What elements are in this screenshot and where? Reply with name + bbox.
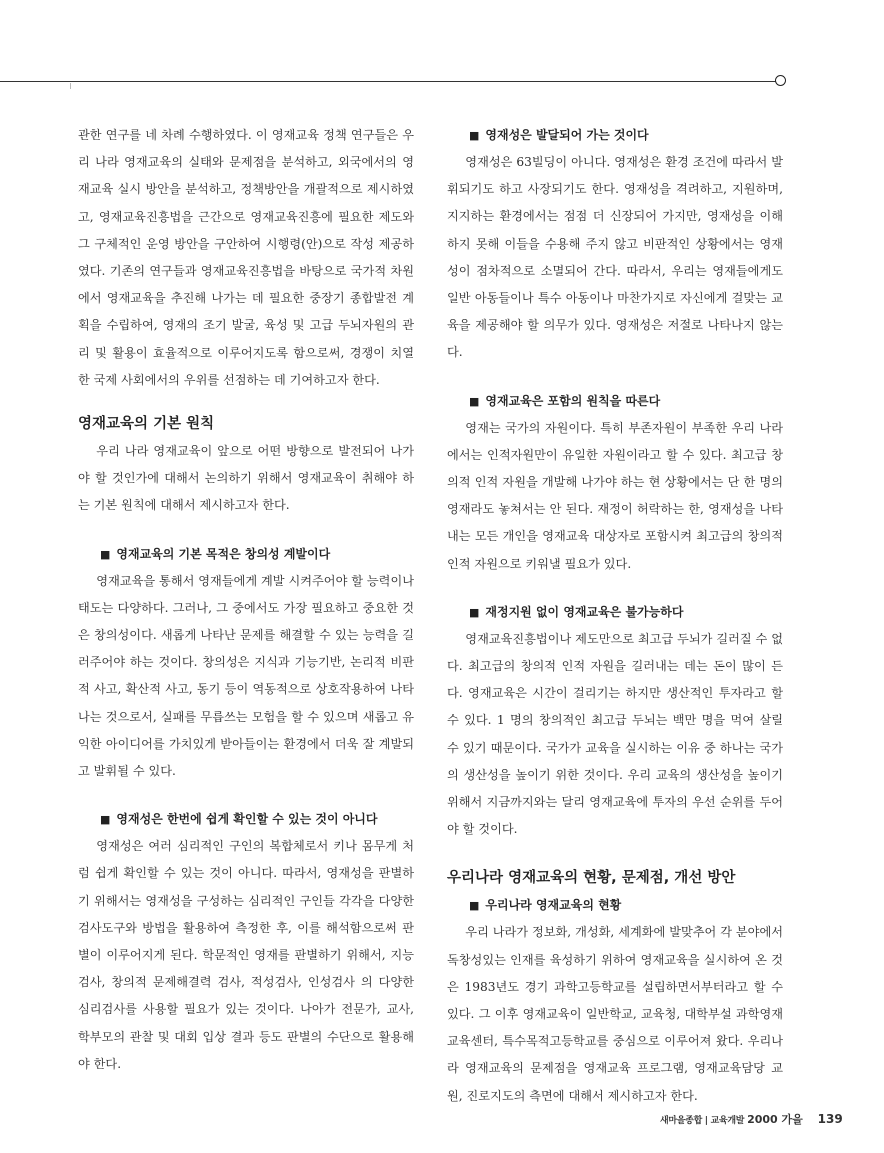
header-rule-circle xyxy=(775,75,786,86)
square-bullet-icon: ■ xyxy=(469,899,480,913)
square-bullet-icon: ■ xyxy=(100,813,111,827)
square-bullet-icon: ■ xyxy=(100,547,111,561)
paragraph-creativity: 영재교육을 통해서 영재들에게 계발 시켜주어야 할 능력이나 태도는 다양하다. 그러나, 그 중에서도 가장 필요하고 중요한 것은 창의성이다. 새롭게 나타난 문제를 해결할 수 있는 능력을 길러주어야 하는 것이다. 창의성은 지식과 기능기반, 논리적 비판적 사고, 확산적 사고, 동기 등이 역동적으로 상호작용하여 나타나는 것으로서, 실패를 무릅쓰는 모험을 할 수 있으며 새롭고 유익한 아이디어를 가치있게 받아들이는 환경에서 더욱 잘 계발되고 발휘될 수 있다. xyxy=(78,573,414,779)
subheading-identify: ■ 영재성은 한번에 쉽게 확인할 수 있는 것이 아니다 xyxy=(100,812,378,827)
page-footer xyxy=(660,1111,850,1127)
subheading-develop: ■ 영재성은 발달되어 가는 것이다 xyxy=(469,128,649,142)
paragraph-identify: 영재성은 여러 심리적인 구인의 복합체로서 키나 몸무게 처럼 쉽게 확인할 수 있는 것이 아니다. 따라서, 영재성을 판별하기 위해서는 영재성을 구성하는 심리적인 구인들 각각을 다양한 검사도구와 방법을 활용하여 측정한 후, 이를 해석함으로써 판별이 이루어지게 된다. 학문적인 영재를 판별하기 위해서, 지능검사, 창의적 문제해결력 검사, 적성검사, 인성검사 의 다양한 심리검사를 사용할 필요가 있는 것이다. 나아가 전문가, 교사, 학부모의 관찰 및 대회 입상 결과 등도 판별의 수단으로 활용해야 한다. xyxy=(78,839,414,1071)
section-heading-principles: 영재교육의 기본 원칙 xyxy=(78,416,215,433)
subheading-status: ■ 우리나라 영재교육의 현황 xyxy=(469,898,622,913)
section-heading-status: 우리나라 영재교육의 현황, 문제점, 개선 방안 xyxy=(447,870,736,887)
subheading-inclusive: ■ 영재교육은 포함의 원칙을 따른다 xyxy=(469,393,661,408)
crop-mark xyxy=(70,83,71,89)
square-bullet-icon: ■ xyxy=(469,394,480,408)
page-number: 139 xyxy=(817,1112,843,1126)
paragraph-develop: 영재성은 63빌딩이 아니다. 영재성은 환경 조건에 따라서 발휘되기도 하고 사장되기도 한다. 영재성을 격려하고, 지원하며, 지지하는 환경에서는 점점 더 신장되어 가지만, 영재성을 이해하지 못해 이들을 수용해 주지 않고 비판적인 상황에서는 영재성이 점차적으로 소멸되어 간다. 따라서, 우리는 영재들에게도 일반 아동들이나 특수 아동이나 마찬가지로 자신에게 걸맞는 교육을 제공해야 할 의무가 있다. 영재성은 저절로 나타나지 않는다. xyxy=(447,155,783,360)
paragraph-principles: 우리 나라 영재교육이 앞으로 어떤 방향으로 발전되어 나가야 할 것인가에 대해서 논의하기 위해서 영재교육이 취해야 하는 기본 원칙에 대해서 제시하고자 한다. xyxy=(78,444,414,513)
header-rule xyxy=(0,81,776,82)
square-bullet-icon: ■ xyxy=(469,129,480,142)
paragraph-status: 우리 나라가 정보화, 개성화, 세계화에 발맞추어 각 분야에서 독창성있는 인재를 육성하기 위하여 영재교육을 실시하여 온 것은 1983년도 경기 과학고등학교를 설립하면서부터라고 할 수 있다. 그 이후 영재교육이 일반학교, 교육청, 대학부설 과학영재교육센터, 특수목적고등학교를 중심으로 이루어져 왔다. 우리나라 영재교육의 문제점을 영재교육 프로그램, 영재교육담당 교원, 진로지도의 측면에 대해서 제시하고자 한다. xyxy=(447,925,783,1103)
subheading-creativity: ■ 영재교육의 기본 목적은 창의성 계발이다 xyxy=(100,546,331,561)
left-column xyxy=(78,122,414,1078)
footer-publication: 새마을종합 | 교육개발 xyxy=(660,1116,745,1126)
paragraph-intro: 관한 연구를 네 차례 수행하였다. 이 영재교육 정책 연구들은 우리 나라 영재교육의 실태와 문제점을 분석하고, 외국에서의 영재교육 실시 방안을 분석하고, 정책방안을 개괄적으로 제시하였고, 영재교육진흥법을 근간으로 영재교육진흥에 필요한 제도와 그 구체적인 운영 방안을 구안하여 시행령(안)으로 작성 제공하였다. 기존의 연구들과 영재교육진흥법을 바탕으로 국가적 차원에서 영재교육을 추진해 나가는 데 필요한 중장기 종합발전 계획을 수립하여, 영재의 조기 발굴, 육성 및 고급 두뇌자원의 관리 및 활용이 효율적으로 이루어지도록 함으로써, 경쟁이 치열한 국제 사회에서의 우위를 선점하는 데 기여하고자 한다. xyxy=(78,128,414,387)
footer-year-season: 2000 가을 xyxy=(747,1113,803,1126)
subheading-finance: ■ 재정지원 없이 영재교육은 불가능하다 xyxy=(469,604,684,619)
paragraph-finance: 영재교육진흥법이나 제도만으로 최고급 두뇌가 길러질 수 없다. 최고급의 창의적 인적 자원을 길러내는 데는 돈이 많이 든다. 영재교육은 시간이 걸리기는 하지만 생산적인 투자라고 할 수 있다. 1 명의 창의적인 최고급 두뇌는 백만 명을 먹여 살릴 수 있기 때문이다. 국가가 교육을 실시하는 이유 중 하나는 국가의 생산성을 높이기 위한 것이다. 우리 교육의 생산성을 높이기 위해서 지금까지와는 달리 영재교육에 투자의 우선 순위를 두어야 할 것이다. xyxy=(447,631,783,837)
right-column xyxy=(447,122,783,1110)
square-bullet-icon: ■ xyxy=(469,605,480,619)
paragraph-inclusive: 영재는 국가의 자원이다. 특히 부존자원이 부족한 우리 나라에서는 인적자원만이 유일한 자원이라고 할 수 있다. 최고급 창의적 인적 자원을 개발해 나가야 하는 현 상황에서는 단 한 명의 영재라도 놓쳐서는 안 된다. 재정이 허락하는 한, 영재성을 나타내는 모든 개인을 영재교육 대상자로 포함시켜 최고급의 창의적 인적 자원으로 키워낼 필요가 있다. xyxy=(447,420,783,571)
